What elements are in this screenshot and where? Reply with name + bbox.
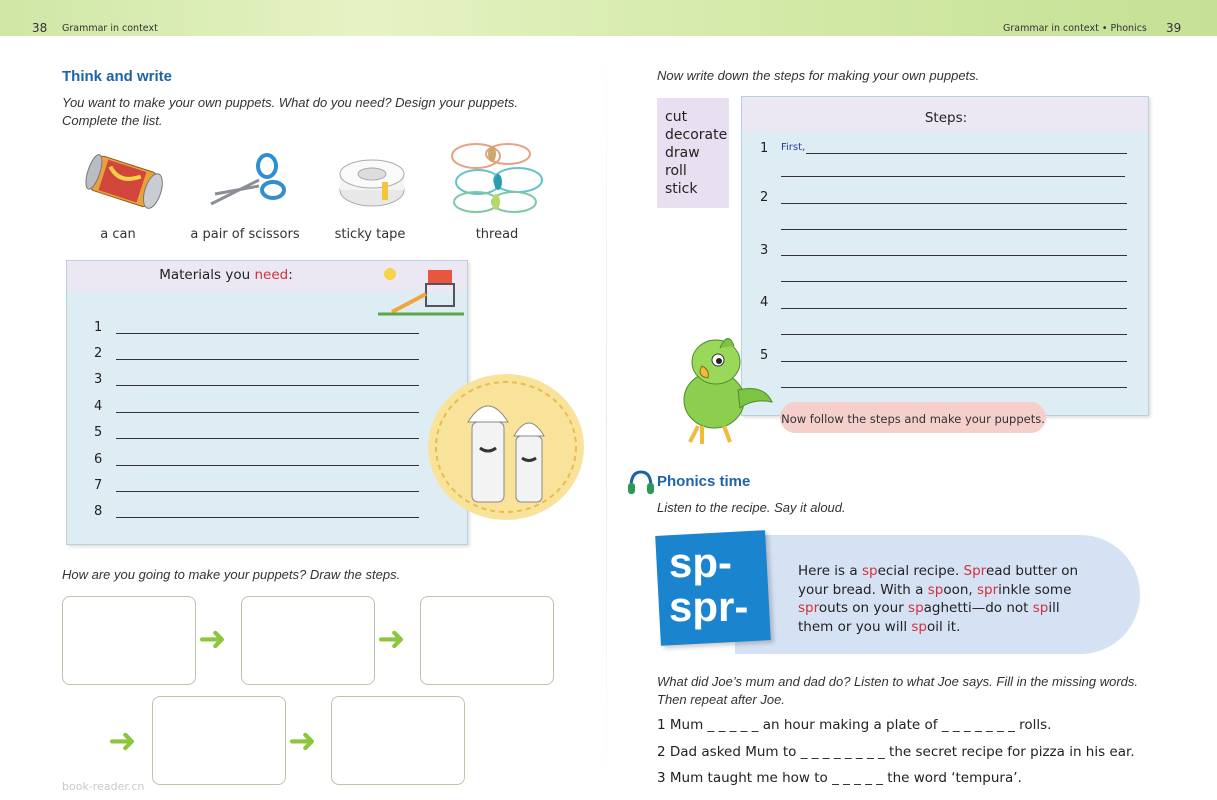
think-write-title: Think and write xyxy=(62,68,173,85)
material-num-6: 6 xyxy=(94,452,103,467)
material-line-3[interactable] xyxy=(116,385,419,386)
phonics-title: Phonics time xyxy=(657,473,751,490)
recipe-segment: your bread. With a xyxy=(798,581,928,598)
puppets-illustration xyxy=(426,372,586,522)
step-num-5: 5 xyxy=(760,348,769,363)
highlight-letters: sp xyxy=(1032,600,1049,616)
right-page-title: Grammar in context • Phonics xyxy=(1003,23,1147,34)
sound-sp: sp- xyxy=(669,539,732,586)
highlight-letters: sp xyxy=(927,581,944,598)
joe-question: What did Joe’s mum and dad do? Listen to what Joe says. Fill in the missing words. Then repeat after Joe. xyxy=(657,674,1138,707)
material-line-8[interactable] xyxy=(116,517,419,518)
recipe-segment: oil it. xyxy=(927,618,961,635)
step-num-3: 3 xyxy=(760,243,769,258)
item-label-can: a can xyxy=(100,227,136,242)
think-write-instruction: You want to make your own puppets. What do you need? Design your puppets. Complete the list. xyxy=(62,95,519,128)
sentence-1[interactable]: 1 Mum _ _ _ _ _ an hour making a plate of _ _ _ _ _ _ _ rolls. xyxy=(657,717,1052,733)
word-cut: cut xyxy=(665,109,688,125)
recipe-segment: aghetti—do not xyxy=(923,600,1033,616)
speech-text: Now follow the steps and make your puppets. xyxy=(781,412,1045,426)
recipe-segment: ill xyxy=(1048,600,1060,616)
material-num-8: 8 xyxy=(94,504,103,519)
step-line-4a[interactable] xyxy=(781,308,1127,309)
highlight-letters: sp xyxy=(908,600,924,616)
highlight-letters: spr xyxy=(798,600,819,616)
scissors-icon xyxy=(205,150,290,210)
recipe-line xyxy=(798,618,1078,637)
tape-icon xyxy=(336,156,408,210)
left-page-title: Grammar in context xyxy=(62,23,158,34)
recipe-segment: them or you will xyxy=(798,618,912,635)
material-num-4: 4 xyxy=(94,399,103,414)
playground-icon xyxy=(378,262,464,318)
material-line-6[interactable] xyxy=(116,465,419,466)
draw-box-3[interactable] xyxy=(420,596,554,685)
recipe-line xyxy=(798,562,1078,581)
step-line-5b[interactable] xyxy=(781,387,1127,388)
material-line-4[interactable] xyxy=(116,412,419,413)
recipe-segment: ecial recipe. xyxy=(877,563,964,579)
highlight-letters: sp xyxy=(911,618,927,635)
write-steps-instruction: Now write down the steps for making your own puppets. xyxy=(657,68,980,83)
material-line-2[interactable] xyxy=(116,359,419,360)
step-num-2: 2 xyxy=(760,190,769,205)
item-label-tape: sticky tape xyxy=(334,227,406,242)
highlight-letters: Spr xyxy=(963,563,986,579)
material-num-2: 2 xyxy=(94,346,103,361)
thread-icon xyxy=(446,138,551,218)
step-line-3b[interactable] xyxy=(781,281,1127,282)
item-label-scissors: a pair of scissors xyxy=(190,227,300,242)
arrow-2: ➜ xyxy=(377,619,406,659)
recipe-segment: oon, xyxy=(943,581,977,598)
materials-heading: Materials you need: xyxy=(159,267,293,283)
word-draw: draw xyxy=(665,145,700,161)
phonics-instruction: Listen to the recipe. Say it aloud. xyxy=(657,500,846,515)
arrow-1: ➜ xyxy=(198,619,227,659)
draw-box-1[interactable] xyxy=(62,596,196,685)
recipe-line xyxy=(798,599,1078,618)
arrow-3: ➜ xyxy=(108,721,137,761)
recipe-line xyxy=(798,581,1078,600)
step-num-4: 4 xyxy=(760,295,769,310)
recipe-segment: inkle some xyxy=(998,581,1072,598)
parrot-icon xyxy=(668,328,776,448)
step-line-4b[interactable] xyxy=(781,334,1127,335)
draw-box-2[interactable] xyxy=(241,596,375,685)
material-num-7: 7 xyxy=(94,478,103,493)
step-line-3a[interactable] xyxy=(781,255,1127,256)
material-line-1[interactable] xyxy=(116,333,419,334)
first-word: First, xyxy=(781,142,806,153)
page-spine xyxy=(606,36,607,800)
sentence-3[interactable]: 3 Mum taught me how to _ _ _ _ _ the word ‘tempura’. xyxy=(657,770,1022,786)
material-num-1: 1 xyxy=(94,320,103,335)
right-page-number: 39 xyxy=(1166,21,1182,35)
draw-steps-instruction: How are you going to make your puppets? Draw the steps. xyxy=(62,567,401,582)
material-num-3: 3 xyxy=(94,372,103,387)
word-decorate: decorate xyxy=(665,127,728,143)
recipe-segment: ead butter on xyxy=(985,563,1079,579)
step-line-1b[interactable] xyxy=(781,176,1125,177)
highlight-letters: sp xyxy=(861,563,878,579)
material-line-5[interactable] xyxy=(116,438,419,439)
arrow-4: ➜ xyxy=(288,721,317,761)
word-roll: roll xyxy=(665,163,687,179)
steps-heading: Steps: xyxy=(924,110,968,126)
draw-box-4[interactable] xyxy=(152,696,286,785)
material-line-7[interactable] xyxy=(116,491,419,492)
recipe-text xyxy=(798,562,1078,636)
highlight-letters: spr xyxy=(977,581,999,598)
headphones-icon xyxy=(627,469,655,495)
draw-box-5[interactable] xyxy=(331,696,465,785)
sentence-2[interactable]: 2 Dad asked Mum to _ _ _ _ _ _ _ _ the secret recipe for pizza in his ear. xyxy=(657,744,1135,760)
step-num-1: 1 xyxy=(760,141,769,156)
step-line-5a[interactable] xyxy=(781,361,1127,362)
item-label-thread: thread xyxy=(475,227,519,242)
step-line-2b[interactable] xyxy=(781,229,1127,230)
can-icon xyxy=(80,152,170,214)
material-num-5: 5 xyxy=(94,425,103,440)
left-page-number: 38 xyxy=(32,21,48,35)
step-line-2a[interactable] xyxy=(781,203,1127,204)
recipe-segment: outs on your xyxy=(818,600,909,616)
watermark: book-reader.cn xyxy=(62,780,145,793)
sound-spr: spr- xyxy=(669,583,749,630)
recipe-segment: Here is a xyxy=(798,563,862,579)
word-stick: stick xyxy=(665,181,698,197)
step-line-1a[interactable] xyxy=(806,153,1127,154)
